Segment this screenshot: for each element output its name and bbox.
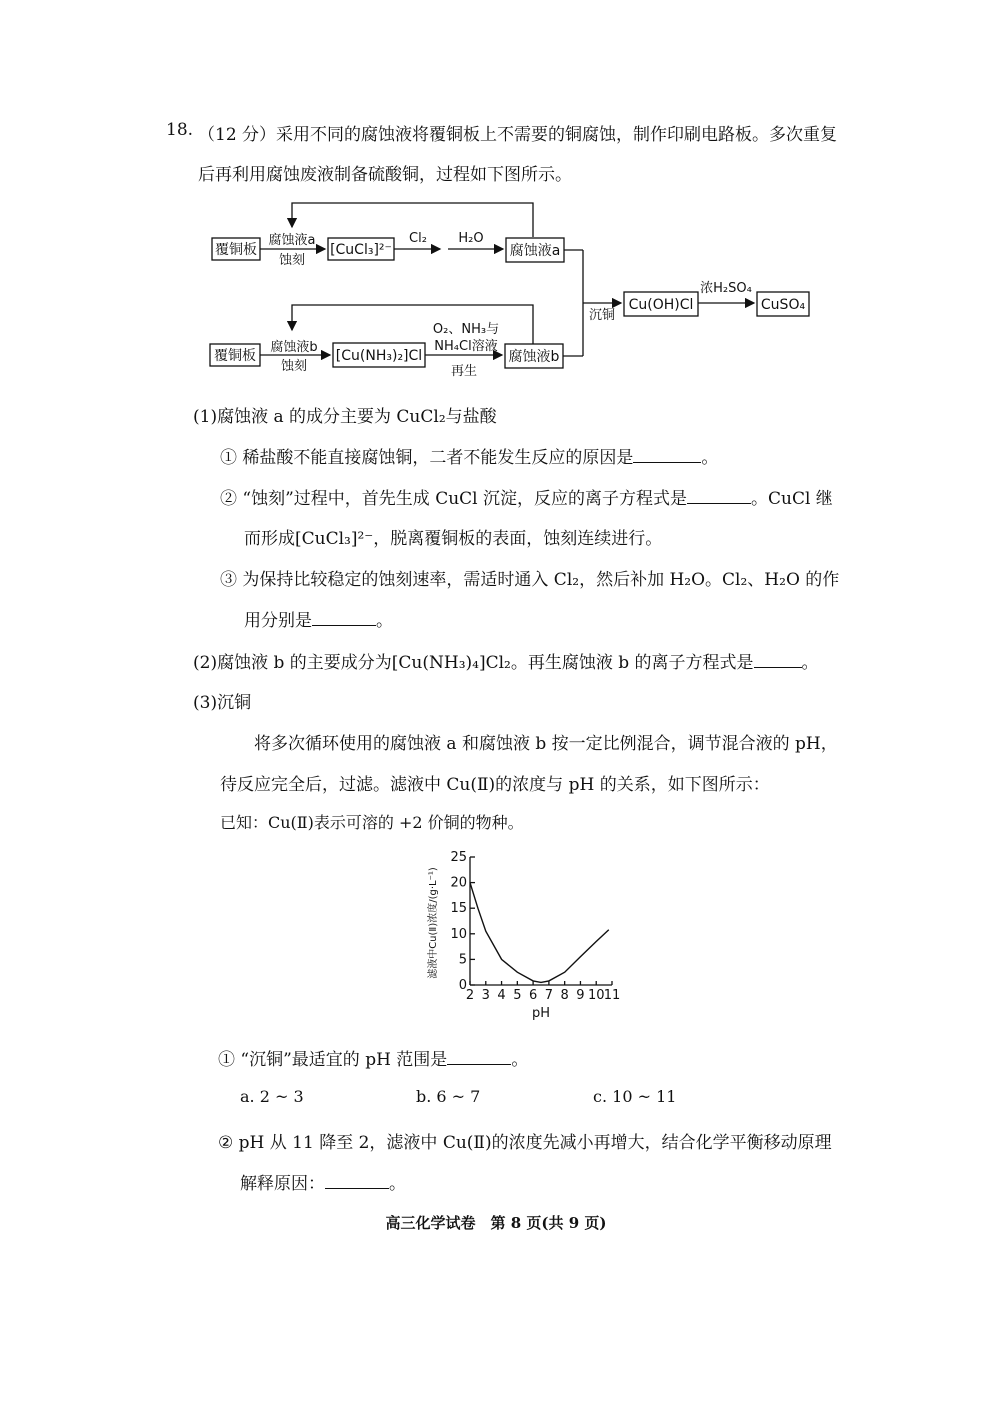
box-cunh3: [Cu(NH₃)₂]Cl — [335, 348, 423, 364]
chart-y-tick-label: 0 — [458, 978, 467, 993]
part3-q2: ② pH 从 11 降至 2，滤液中 Cu(Ⅱ)的浓度先减小再增大，结合化学平衡移动原理 — [218, 1133, 832, 1153]
chart-x-tick-label: 6 — [528, 988, 538, 1003]
box-etchant-a: 腐蚀液a — [509, 243, 561, 259]
part3-note: 已知：Cu(Ⅱ)表示可溶的 +2 价铜的物种。 — [220, 813, 524, 832]
box-cuohcl: Cu(OH)Cl — [628, 297, 694, 313]
part3-q2-cont: 解释原因： 。 — [240, 1174, 406, 1194]
box-cuso4: CuSO₄ — [760, 297, 806, 313]
chart-x-tick-label: 5 — [513, 988, 522, 1003]
part3-paragraph1: 将多次循环使用的腐蚀液 a 和腐蚀液 b 按一定比例混合，调节混合液的 pH， — [254, 734, 838, 754]
cu-concentration-chart — [420, 845, 640, 1025]
process-flow-diagram — [200, 195, 820, 385]
box-copper-board-top: 覆铜板 — [215, 242, 257, 258]
part1-sub1: ① 稀盐酸不能直接腐蚀铜，二者不能发生反应的原因是 。 — [220, 448, 719, 468]
chart-y-tick-label: 10 — [450, 926, 467, 942]
chart-x-tick-label: 9 — [576, 988, 585, 1003]
box-cucl3: [CuCl₃]²⁻ — [330, 242, 392, 258]
option-c: c. 10 ~ 11 — [593, 1087, 677, 1106]
part3-paragraph2: 待反应完全后，过滤。滤液中 Cu(Ⅱ)的浓度与 pH 的关系，如下图所示： — [220, 775, 770, 795]
part1-sub2: ② “蚀刻”过程中，首先生成 CuCl 沉淀，反应的离子方程式是 。CuCl 继 — [220, 489, 833, 509]
part3-q1: ① “沉铜”最适宜的 pH 范围是 。 — [218, 1050, 529, 1070]
chart-x-tick-label: 7 — [544, 988, 554, 1003]
label-h2o: H₂O — [458, 231, 484, 246]
page-footer: 高三化学试卷 第 8 页(共 9 页) — [385, 1214, 607, 1232]
box-copper-board-bottom: 覆铜板 — [214, 348, 256, 364]
chart-x-tick-label: 11 — [603, 988, 621, 1003]
label-regenerate: 再生 — [450, 364, 478, 379]
part1-sub2-cont: 而形成[CuCl₃]²⁻，脱离覆铜板的表面，蚀刻连续进行。 — [244, 529, 663, 549]
option-b: b. 6 ~ 7 — [416, 1087, 481, 1106]
chart-y-tick-label: 25 — [450, 850, 467, 865]
question-intro-line2: 后再利用腐蚀废液制备硫酸铜，过程如下图所示。 — [198, 165, 572, 185]
label-precipitate: 沉铜 — [588, 308, 616, 323]
label-cl2: Cl₂ — [409, 231, 427, 246]
part2-question: (2)腐蚀液 b 的主要成分为[Cu(NH₃)₄]Cl₂。再生腐蚀液 b 的离子方程式是 。 — [193, 653, 819, 673]
label-etch-a: 蚀刻 — [278, 253, 306, 268]
label-conc-h2so4: 浓H₂SO₄ — [700, 281, 752, 296]
question-number: 18. — [166, 120, 194, 140]
chart-x-label: pH — [531, 1006, 551, 1021]
chart-x-tick-label: 3 — [481, 988, 490, 1003]
box-etchant-b: 腐蚀液b — [508, 349, 560, 365]
part1-heading: (1)腐蚀液 a 的成分主要为 CuCl₂与盐酸 — [193, 407, 497, 427]
label-etchant-a: 腐蚀液a — [268, 233, 316, 248]
chart-y-tick-label: 15 — [450, 901, 467, 917]
question-intro-line1: （12 分）采用不同的腐蚀液将覆铜板上不需要的铜腐蚀，制作印刷电路板。多次重复 — [198, 125, 838, 145]
chart-x-tick-label: 8 — [560, 988, 569, 1003]
part1-sub3: ③ 为保持比较稳定的蚀刻速率，需适时通入 Cl₂，然后补加 H₂O。Cl₂、H₂O 的作 — [220, 570, 840, 590]
label-o2-nh3: O₂、NH₃与 — [432, 322, 500, 337]
chart-y-label: 滤液中Cu(Ⅱ)浓度/(g·L⁻¹) — [428, 867, 439, 979]
chart-y-tick-label: 5 — [458, 952, 467, 968]
chart-x-tick-label: 10 — [587, 988, 605, 1003]
chart-y-tick-label: 20 — [450, 875, 467, 891]
part3-heading: (3)沉铜 — [193, 693, 252, 713]
cu-concentration-curve — [470, 883, 609, 983]
chart-x-tick-label: 4 — [497, 988, 506, 1003]
chart-x-tick-label: 2 — [465, 988, 475, 1003]
label-nh4cl: NH₄Cl溶液 — [434, 339, 498, 354]
label-etchant-b: 腐蚀液b — [270, 340, 318, 355]
option-a: a. 2 ~ 3 — [240, 1087, 304, 1106]
part1-sub3-cont: 用分别是 。 — [244, 611, 393, 631]
label-etch-b: 蚀刻 — [280, 359, 308, 374]
